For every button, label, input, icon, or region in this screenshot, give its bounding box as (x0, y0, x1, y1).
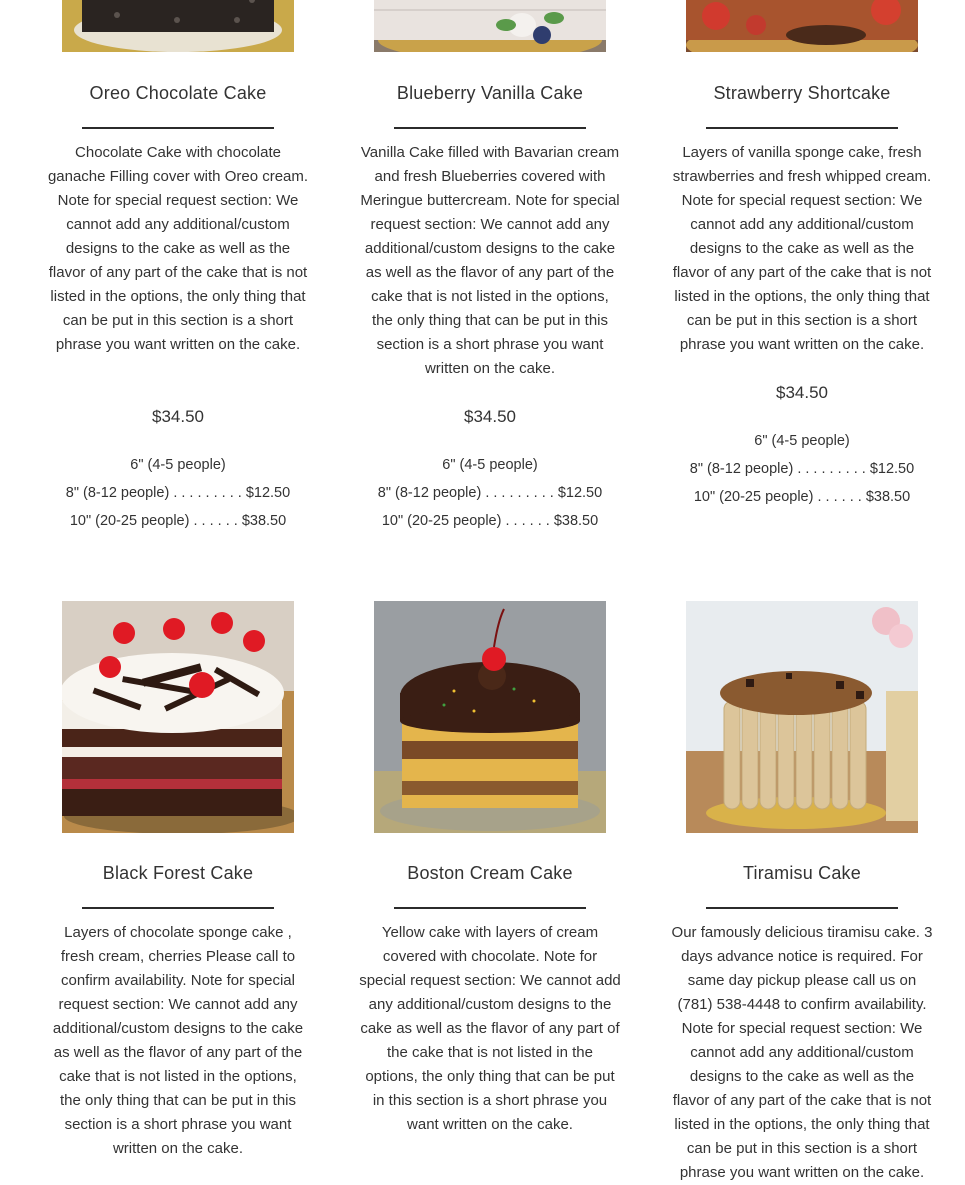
size-option-10-inch: 10" (20-25 people) . . . . . . $38.50 (693, 489, 911, 505)
black-forest-cake-image[interactable] (62, 601, 294, 833)
product-title[interactable]: Blueberry Vanilla Cake (396, 83, 584, 103)
product-title[interactable]: Oreo Chocolate Cake (89, 83, 267, 103)
title-divider (706, 127, 898, 129)
product-description: Vanilla Cake filled with Bavarian cream and fresh Blueberries covered with Meringue buttercream. Note for special request section: We cannot add any additional/custom designs to the cake as well as the flavor of any part of the cake that is not listed in the options, the only thing that can be put in this section is a short phrase you want written on the cake. (360, 144, 620, 377)
title-divider (82, 907, 274, 909)
product-title[interactable]: Strawberry Shortcake (713, 83, 891, 103)
product-price: $34.50 (152, 407, 204, 426)
product-price: $34.50 (464, 407, 516, 426)
product-price: $34.50 (776, 383, 828, 402)
size-option-10-inch: 10" (20-25 people) . . . . . . $38.50 (69, 513, 287, 529)
strawberry-cake-image[interactable] (686, 0, 918, 52)
product-description: Chocolate Cake with chocolate ganache Filling cover with Oreo cream. Note for special request section: We cannot add any additional/custom designs to the cake as well as the flavor of any part of the cake that is not listed in the options, the only thing that can be put in this section is a short phrase you want written on the cake. (47, 144, 309, 353)
title-divider (706, 907, 898, 909)
product-description: Yellow cake with layers of cream covered with chocolate. Note for special request section: We cannot add any additional/custom designs to the cake as well as the flavor of any part of the cake that is not listed in the options, the only thing that can be put in this section is a short phrase you want written on the cake. (359, 924, 621, 1133)
product-title[interactable]: Boston Cream Cake (407, 863, 573, 883)
boston-cream-cake-image[interactable] (374, 601, 606, 833)
product-title[interactable]: Tiramisu Cake (743, 863, 861, 883)
size-option-8-inch: 8" (8-12 people) . . . . . . . . . $12.50 (65, 485, 291, 501)
tiramisu-cake-image[interactable] (686, 601, 918, 833)
title-divider (394, 907, 586, 909)
product-description: Layers of chocolate sponge cake , fresh cream, cherries Please call to confirm availability. Note for special request section: We cannot add any additional/custom designs to the cake as well as the flavor of any part of the cake that is not listed in the options, the only thing that can be put in this section is a short phrase you want written on the cake. (52, 924, 304, 1157)
size-option-8-inch: 8" (8-12 people) . . . . . . . . . $12.50 (377, 485, 603, 501)
size-option-6-inch: 6" (4-5 people) (754, 433, 850, 449)
title-divider (394, 127, 586, 129)
title-divider (82, 127, 274, 129)
size-option-6-inch: 6" (4-5 people) (442, 457, 538, 473)
product-title[interactable]: Black Forest Cake (102, 863, 254, 883)
size-option-6-inch: 6" (4-5 people) (130, 457, 226, 473)
size-option-8-inch: 8" (8-12 people) . . . . . . . . . $12.50 (689, 461, 915, 477)
product-description: Our famously delicious tiramisu cake. 3 days advance notice is required. For same day pickup please call us on (781) 538-4448 to confirm availability. Note for special request section: We cannot add any additional/custom designs to the cake as well as the flavor of any part of the cake that is not listed in the options, the only thing that can be put in this section is a short phrase you want written on the cake. (671, 924, 933, 1181)
blueberry-cake-image[interactable] (374, 0, 606, 52)
size-option-10-inch: 10" (20-25 people) . . . . . . $38.50 (381, 513, 599, 529)
product-description: Layers of vanilla sponge cake, fresh strawberries and fresh whipped cream. Note for special request section: We cannot add any additional/custom designs to the cake as well as the flavor of any part of the cake that is not listed in the options, the only thing that can be put in this section is a short phrase you want written on the cake. (672, 144, 932, 353)
oreo-cake-image[interactable] (62, 0, 294, 52)
